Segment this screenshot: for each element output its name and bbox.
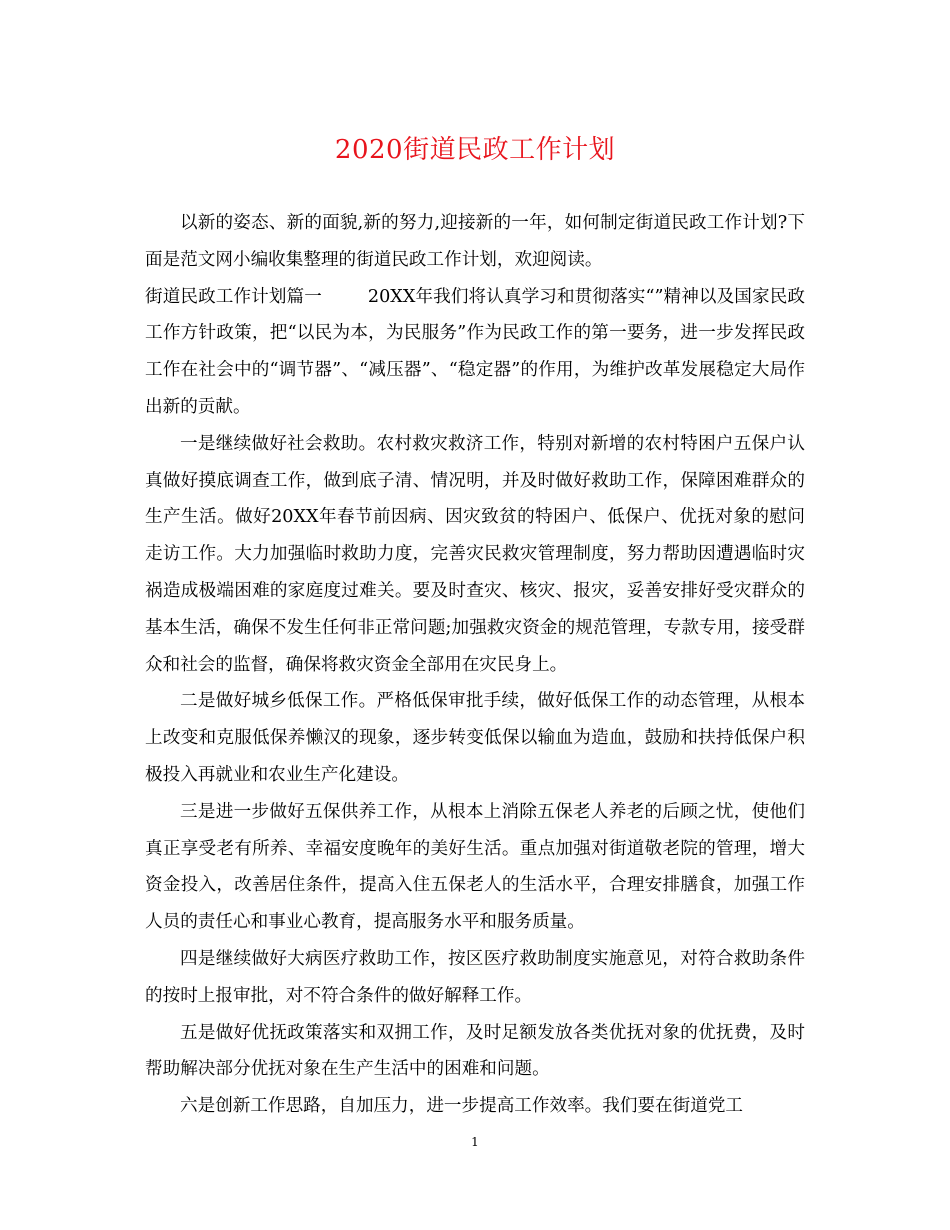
- paragraph-preferential-treatment: 五是做好优抚政策落实和双拥工作，及时足额发放各类优抚对象的优抚费，及时帮助解决部分优抚对象在生产生活中的困难和问题。: [145, 1022, 805, 1080]
- paragraph-medical-assistance: 四是继续做好大病医疗救助工作，按区医疗救助制度实施意见，对符合救助条件的按时上报审批，对不符合条件的做好解释工作。: [145, 948, 805, 1006]
- section-opening-paragraph: [145, 279, 805, 426]
- document-title: 2020街道民政工作计划: [334, 135, 616, 165]
- document-body: [145, 205, 805, 1125]
- intro-paragraph: 以新的姿态、新的面貌,新的努力,迎接新的一年，如何制定街道民政工作计划?下面是范文网小编收集整理的街道民政工作计划，欢迎阅读。: [145, 213, 805, 270]
- paragraph-social-assistance: 一是继续做好社会救助。农村救灾救济工作，特别对新增的农村特困户五保户认真做好摸底调查工作，做到底子清、情况明，并及时做好救助工作，保障困难群众的生产生活。做好20XX年春节前因病、因灾致贫的特困户、低保户、优抚对象的慰问走访工作。大力加强临时救助力度，完善灾民救灾管理制度，努力帮助因遭遇临时灾祸造成极端困难的家庭度过难关。要及时查灾、核灾、报灾，妥善安排好受灾群众的基本生活，确保不发生任何非正常问题;加强救灾资金的规范管理，专款专用，接受群众和社会的监督，确保将救灾资金全部用在灾民身上。: [145, 433, 805, 675]
- section-label: 街道民政工作计划篇一: [145, 286, 322, 307]
- paragraph-subsistence-allowance: 二是做好城乡低保工作。严格低保审批手续，做好低保工作的动态管理，从根本上改变和克服低保养懒汉的现象，逐步转变低保以输血为造血，鼓励和扶持低保户积极投入再就业和农业生产化建设。: [145, 691, 805, 785]
- paragraph-five-guarantees: 三是进一步做好五保供养工作，从根本上消除五保老人养老的后顾之忧，使他们真正享受老有所养、幸福安度晚年的美好生活。重点加强对街道敬老院的管理，增大资金投入，改善居住条件，提高入住五保老人的生活水平，合理安排膳食，加强工作人员的责任心和事业心教育，提高服务水平和服务质量。: [145, 801, 805, 933]
- section-opening-text: 20XX年我们将认真学习和贯彻落实“”精神以及国家民政工作方针政策，把“以民为本，为民服务”作为民政工作的第一要务，进一步发挥民政工作在社会中的“调节器”、“减压器”、“稳定器”的作用，为维护改革发展稳定大局作出新的贡献。: [145, 286, 805, 417]
- page-number: 1: [471, 1135, 479, 1149]
- paragraph-innovation: 六是创新工作思路，自加压力，进一步提高工作效率。我们要在街道党工: [180, 1096, 744, 1117]
